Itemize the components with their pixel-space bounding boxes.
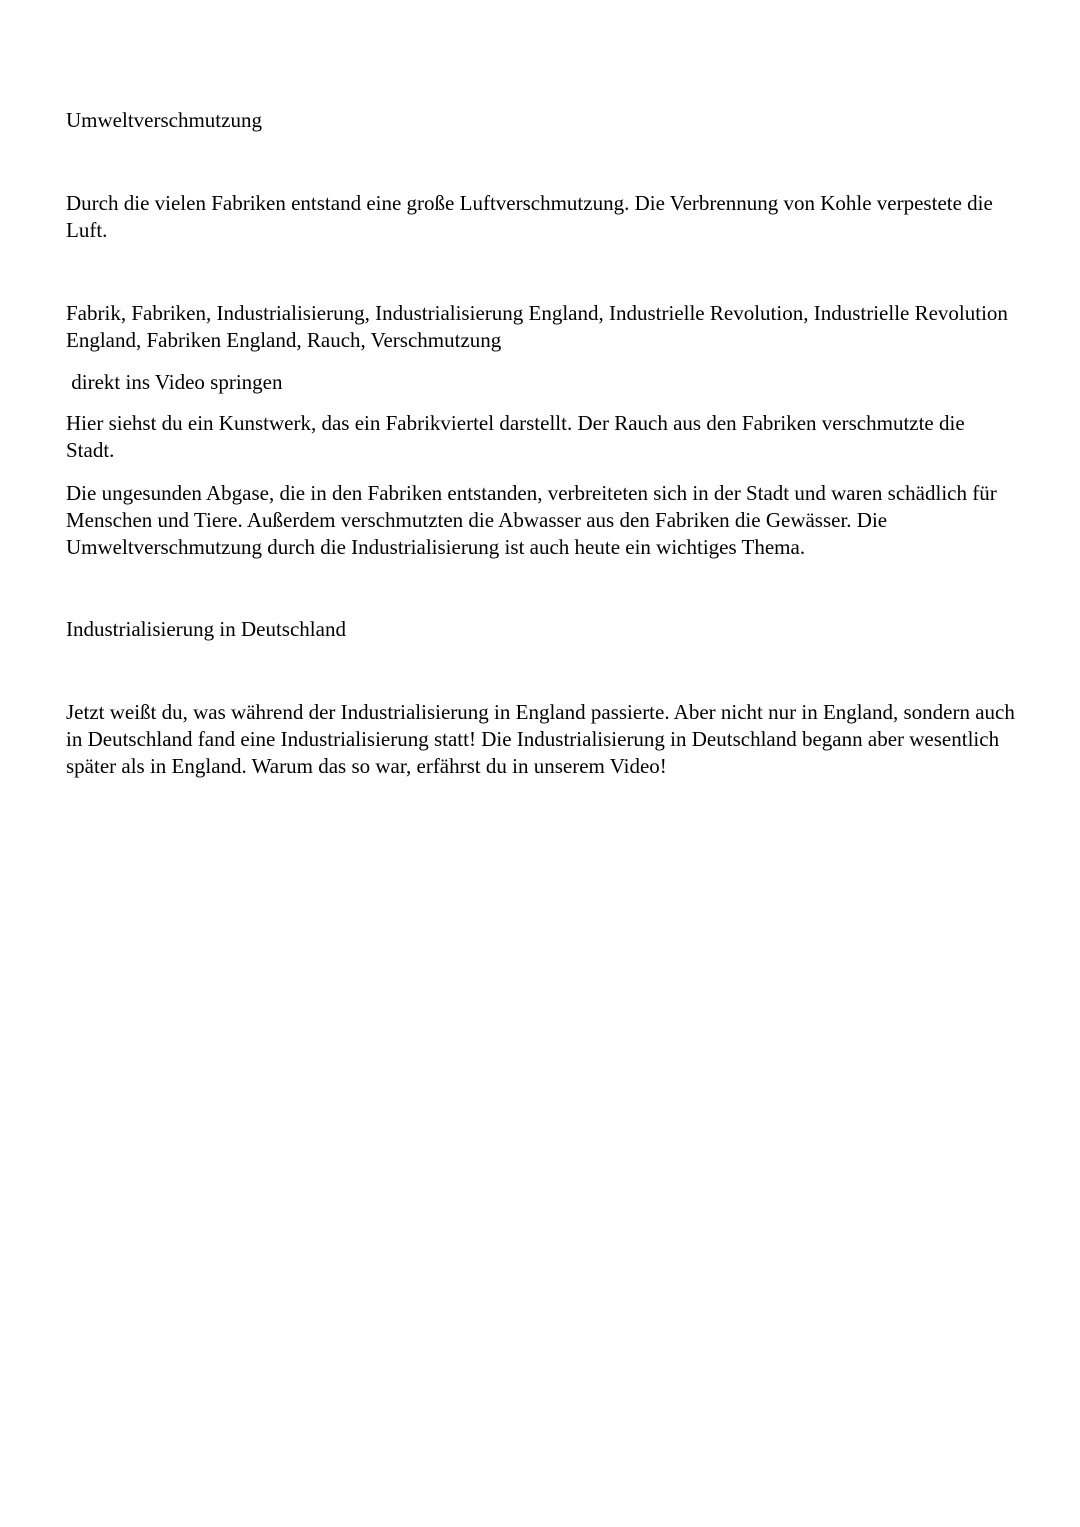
paragraph-abgase: Die ungesunden Abgase, die in den Fabriken entstanden, verbreiteten sich in der Stadt und waren schädlich für Menschen und Tiere. Außerdem verschmutzten die Abwasser aus den Fabriken die Gewässer. Die Umweltverschmutzung durch die Industrialisierung ist auch heute ein wichtiges Thema. — [66, 481, 997, 559]
keywords-line: Fabrik, Fabriken, Industrialisierung, Industrialisierung England, Industrielle Revolution, Industrielle Revolution England, Fabriken England, Rauch, Verschmutzung — [66, 301, 1008, 352]
paragraph-deutschland: Jetzt weißt du, was während der Industrialisierung in England passierte. Aber nicht nur in England, sondern auch in Deutschland fand eine Industrialisierung statt! Die Industrialisierung in Deutschland begann aber wesentlich später als in England. Warum das so war, erfährst du in unserem Video! — [66, 700, 1015, 778]
video-jump-link[interactable]: direkt ins Video springen — [66, 370, 283, 394]
paragraph-kunstwerk: Hier siehst du ein Kunstwerk, das ein Fabrikviertel darstellt. Der Rauch aus den Fabriken verschmutzte die Stadt. — [66, 411, 965, 462]
paragraph-luftverschmutzung: Durch die vielen Fabriken entstand eine große Luftverschmutzung. Die Verbrennung von Kohle verpestete die Luft. — [66, 191, 993, 242]
section-heading-deutschland: Industrialisierung in Deutschland — [66, 617, 346, 641]
section-heading-umweltverschmutzung: Umweltverschmutzung — [66, 108, 262, 132]
